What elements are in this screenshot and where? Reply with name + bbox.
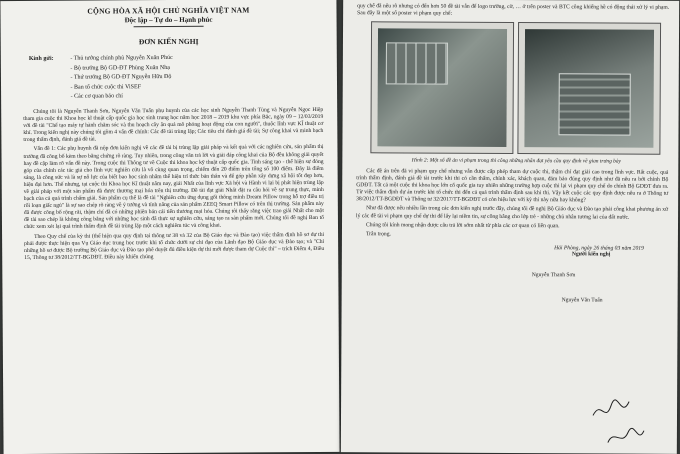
signers-label: Người kiến nghị — [571, 251, 611, 258]
poster-photo — [517, 22, 661, 155]
closing-line: Trân trọng. — [365, 230, 391, 238]
handwritten-signature-icon — [606, 427, 646, 449]
addressee-item: - Thủ tướng chính phủ Nguyễn Xuân Phúc — [70, 54, 173, 62]
handwritten-signature-icon — [591, 395, 631, 425]
body-paragraph: Theo Quy chế của kỳ thi (thể hiện qua quy định tại thông tư 38 và 32 của Bộ Giáo dục và Đào tạo) việc thẩm định hồ sơ dự thi phải được thực hiện qua Vụ Giáo dục trung học trước khi tổ chức dưới sự chỉ đạo của Lãnh đạo Bộ Giáo dục và Đào tạo; và "Chỉ những hồ sơ được Bộ trưởng Bộ Giáo dục và Đào tạo phê duyệt đủ điều kiện dự thi mới được tham dự Cuộc thi" – trích Điểm 4, Điều 15, Thông tư 38/2012/TT-BGDĐT. Điều này khiến chúng — [24, 231, 325, 261]
addressee-item: - Bộ trưởng Bộ GD-ĐT Phùng Xuân Nhạ — [70, 64, 170, 72]
national-header — [0, 5, 336, 28]
signature-block — [532, 251, 678, 305]
motto-underline — [134, 26, 204, 27]
left-document-page — [0, 0, 339, 454]
addressee-item: - Các cơ quan báo chí — [70, 93, 123, 101]
poster-photo — [370, 21, 514, 154]
date-line: Hải Phòng, ngày 26 tháng 03 năm 2019 — [554, 245, 644, 252]
addressee-item: - Thứ trưởng Bộ GD-ĐT Nguyễn Hữu Độ — [70, 74, 172, 81]
right-document-page — [341, 0, 679, 454]
addressee-item: - Ban tổ chức cuộc thi ViSEF — [70, 83, 141, 91]
signer-name: Nguyễn Thanh Sơn — [531, 271, 576, 279]
poster-photos — [370, 21, 679, 155]
nation-title: CỘNG HÒA XÃ HỘI CHỦ NGHĨA VIỆT NAM — [87, 5, 250, 16]
motto: Độc lập – Tự do – Hạnh phúc — [124, 15, 213, 25]
poster-panel — [386, 43, 448, 85]
body-paragraph: Chúng tôi là Nguyễn Thanh Sơn, Nguyễn Văn Tuấn phụ huynh của các học sinh Nguyễn Thanh Tùng và Nguyễn Ngọc Hiệp tham gia cuộc thi Khoa học kĩ thuật cấp quốc gia học sinh trung học năm học 2018 – 2019 khu vực phía Bắc, ngày 09 – 12/03/2019 với đề tài "Chế tạo máy tự hành chăm sóc và thu hoạch cây ăn quả mô phỏng hoạt động của con người", thuộc lĩnh vực KĨ thuật cơ khí. Trong kiến nghị này chúng tôi gồm 4 vấn đề chính: Các đề tài trùng lặp; Các tiêu chí đánh giá đề tài; Sự công khai và minh bạch trong thẩm định, đánh giá đề tài. — [23, 106, 324, 144]
body-paragraph: Vấn đề 1: Các phụ huynh đã nộp đơn kiến nghị về các đề tài bị trùng lặp giải pháp và kết quả với các nghiên cứu, sản phẩm thị trường đã công bố kèm theo bằng chứng rõ ràng. Tuy nhiên, trong công văn trả lời và giải đáp công khai của Bộ đều không giải quyết hay đề cập làm rõ vấn đề này. Trong cuộc thi Thông tư về Cuộc thi khoa học kỹ thuật cấp quốc gia. Tinh sáng tạo - thể hiện sự đóng góp của chính các tác giả cho lĩnh vực nghiên cứu là vô cùng quan trọng, chiếm đến 20 điểm trên tổng số 100 điểm. Đây là điểm sáng, là công sức và là sự nỗ lực của biết bao học sinh nhằm thể hiện trí thức bản thân và để góp phần xây dựng xã hội tốt đẹp hơn, hiện đại hơn. Thế nhưng, tại cuộc thi Khoa học Kĩ thuật năm nay, giải Nhất của lĩnh vực Xã hội và Hành vi lại bị phát hiện trùng lặp về giải pháp với một sản phẩm đã được thương mại hóa trên thị trường. Đề tài đạt giải Nhất đặt ra câu hỏi về sự trung thực, minh bạch của cả quá trình chấm giải. Sản phẩm cụ thể là đề tài "Nghiên cứu ứng dụng gối thông minh Dream Pillow trong hỗ trợ điều trị rối loạn giấc ngủ" là sự sao chép rõ ràng về ý tưởng và tính năng của sản phẩm ZEEQ Smart Pillow có trên thị trường. Sản phẩm này đã được công bố rộng rãi, thậm chí đã có những phiên bản cải tiến thương mại hóa. Chúng tôi thấy rằng việc trao giải Nhất cho một đề tài sao chép là không công bằng với những học sinh đã thực sự nghiên cứu, sáng tạo ra sản phẩm mới. Chúng tôi đề nghị Ban tổ chức xem xét lại quá trình thẩm định đề tài trùng lặp một cách nghiêm túc và công khai. — [23, 144, 324, 231]
addressee-block — [29, 53, 337, 103]
signer-name: Nguyễn Văn Tuấn — [561, 297, 603, 304]
body-paragraph: Chúng tôi kính mong nhận được câu trả lời sớm nhất từ phía các cơ quan có liên quan. — [365, 221, 560, 229]
body-paragraph: Các đề án trên đã vi phạm quy chế nhưng vẫn được cấp phép tham dự cuộc thi, thậm chí đạt giải cao trong lĩnh vực. Rất cuộc, quá trình thẩm định, đánh giá đề tài trước khi thi có cần thẩm, chính xác, khách quan, đảm bảo đúng quy định như đã nêu ra bởi chính Bộ GDĐT. Tất cả một cuộc thi khoa học lớn cố quốc gia tuy nhiên những trường hợp cuộc thi lại vi phạm quy chế do chính Bộ GDĐT đưa ra. Từ việc thẩm định dự án trước khi tổ chức thi đến cả quá trình thẩm định sau khi thi. Vậy kết cuộc các quy định được nêu ra ở Thông tư 38/2012/TT-BGDĐT và Thông tư 32/2017/TT-BGDĐT có còn hiệu lực với kỳ thi này nữa hay không? — [356, 168, 669, 204]
continued-text: quy chế đã nêu rõ nhưng có đến hơn 50 đề tài vẫn để logo trường, cờ, … ở trên poster và BTC công khiếng hề có động thái xử lý vi phạm. Sau đây là một số poster vi phạm quy chế: — [357, 3, 670, 17]
poster-panel — [558, 73, 630, 135]
right-body — [356, 168, 668, 239]
body-paragraph: Như đã được nêu nhiều lần trong các đơn kiến nghị trước đây, chúng tôi đề nghị Bộ Giáo dục và Đào tạo phải công khai phương án xử lý các đề tài vi phạm quy chế dự thi để lấy lại niềm tin, sự công bằng cho lớp trẻ - những chủ nhân tương lai của đất nước. — [356, 205, 669, 221]
addressee-label: Kính gửi: — [28, 55, 54, 62]
document-title: ĐƠN KIẾN NGHỊ — [138, 36, 199, 47]
petition-body — [23, 107, 324, 262]
addressee-list — [70, 54, 173, 103]
figure-caption: Hình 2: Một số đề án vi phạm trong thi công những nhãn đạt yêu cầu quy định về gian trưng bày — [411, 157, 621, 165]
